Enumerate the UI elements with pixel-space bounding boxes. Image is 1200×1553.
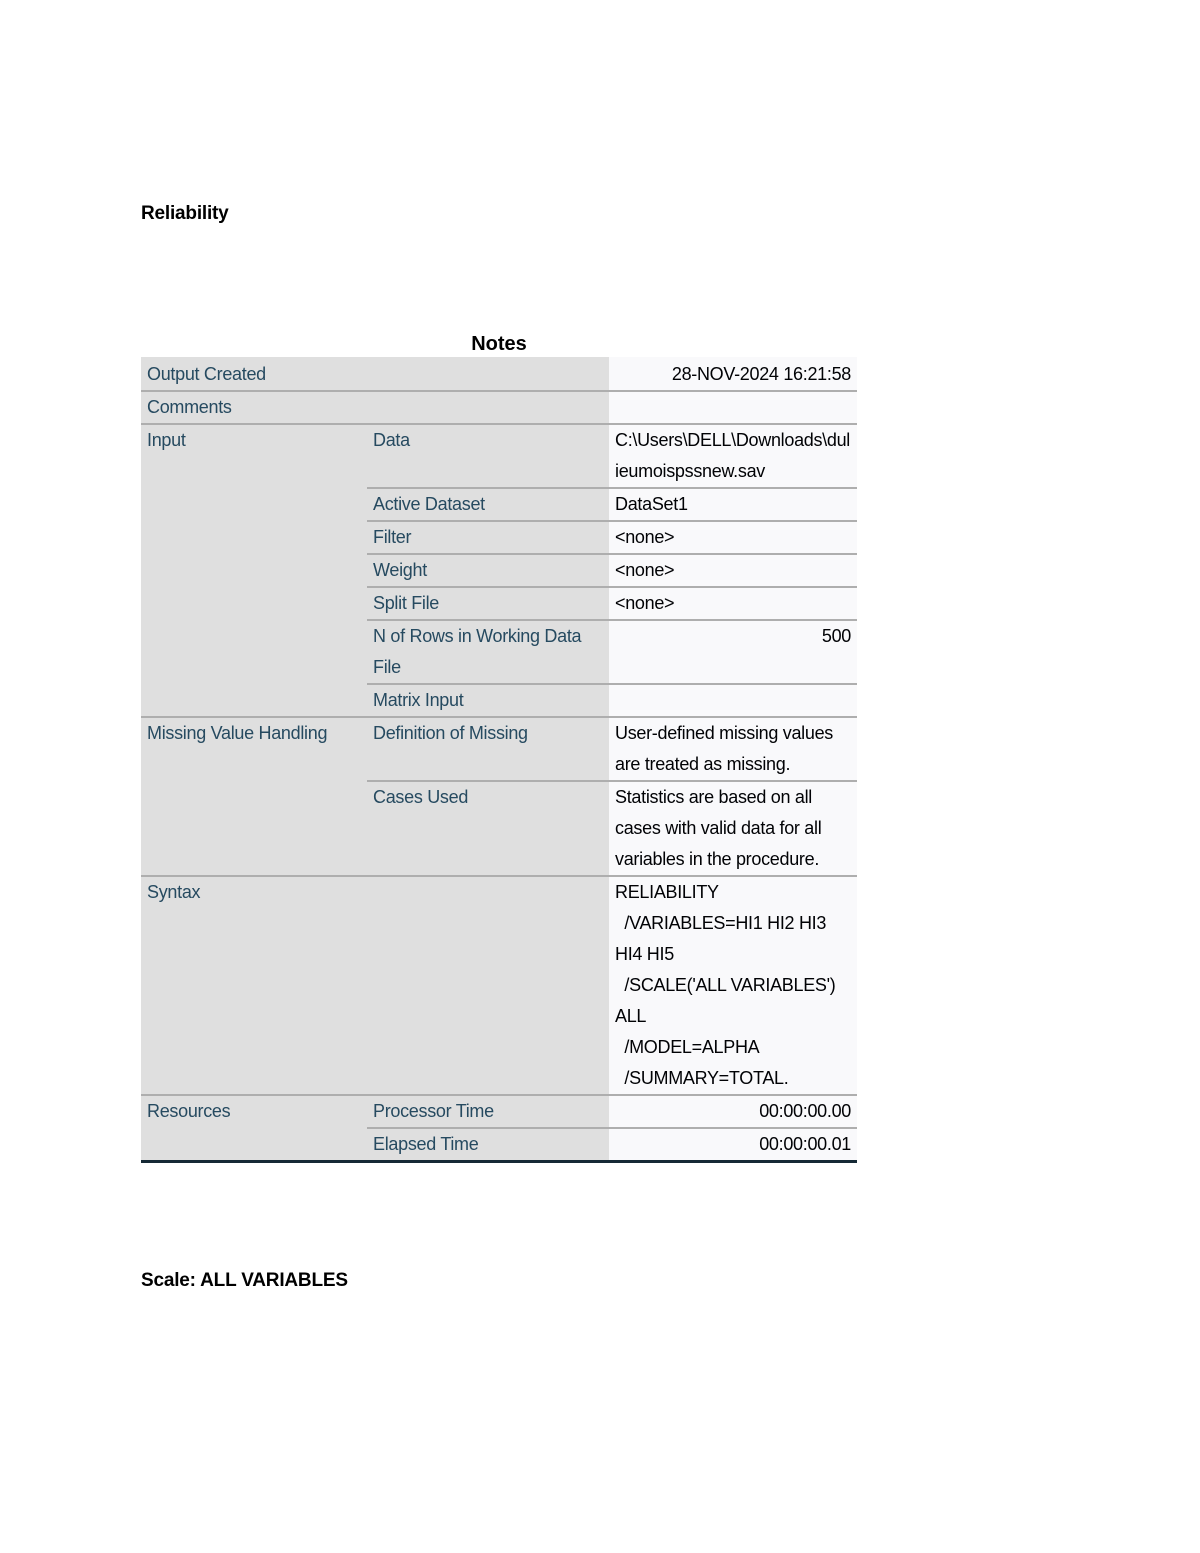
matrix-input-label: Matrix Input [367,684,609,717]
n-rows-value: 500 [609,620,857,684]
cases-used-label: Cases Used [367,781,609,876]
syntax-label: Syntax [141,876,609,1095]
output-created-label: Output Created [141,357,609,391]
reliability-heading: Reliability [141,203,229,224]
matrix-input-value [609,684,857,717]
split-file-value: <none> [609,587,857,620]
split-file-label: Split File [367,587,609,620]
scale-heading: Scale: ALL VARIABLES [141,1270,348,1291]
table-row-syntax [141,876,857,1095]
active-dataset-label: Active Dataset [367,488,609,521]
filter-label: Filter [367,521,609,554]
definition-of-missing-value: User-defined missing values are treated as missing. [609,717,857,781]
input-group-label: Input [141,424,367,717]
table-row-comments [141,391,857,424]
cases-used-value: Statistics are based on all cases with valid data for all variables in the procedure. [609,781,857,876]
table-row-processor-time [141,1095,857,1128]
syntax-value: RELIABILITY /VARIABLES=HI1 HI2 HI3 HI4 HI5 /SCALE('ALL VARIABLES') ALL /MODEL=ALPHA /SUMMARY=TOTAL. [609,876,857,1095]
data-file-path: C:\Users\DELL\Downloads\dulieumoispssnew.sav [609,424,857,488]
resources-label: Resources [141,1095,367,1162]
comments-value [609,391,857,424]
table-row-output-created [141,357,857,391]
table-row-input-data [141,424,857,488]
active-dataset-value: DataSet1 [609,488,857,521]
definition-of-missing-label: Definition of Missing [367,717,609,781]
elapsed-time-value: 00:00:00.01 [609,1128,857,1162]
processor-time-value: 00:00:00.00 [609,1095,857,1128]
missing-value-handling-label: Missing Value Handling [141,717,367,876]
weight-label: Weight [367,554,609,587]
processor-time-label: Processor Time [367,1095,609,1128]
filter-value: <none> [609,521,857,554]
notes-table-title: Notes [471,333,527,355]
n-rows-label: N of Rows in Working Data File [367,620,609,684]
comments-label: Comments [141,391,609,424]
weight-value: <none> [609,554,857,587]
notes-table [141,357,857,1163]
output-created-value: 28-NOV-2024 16:21:58 [609,357,857,391]
table-row-definition-of-missing [141,717,857,781]
elapsed-time-label: Elapsed Time [367,1128,609,1162]
data-label: Data [367,424,609,488]
